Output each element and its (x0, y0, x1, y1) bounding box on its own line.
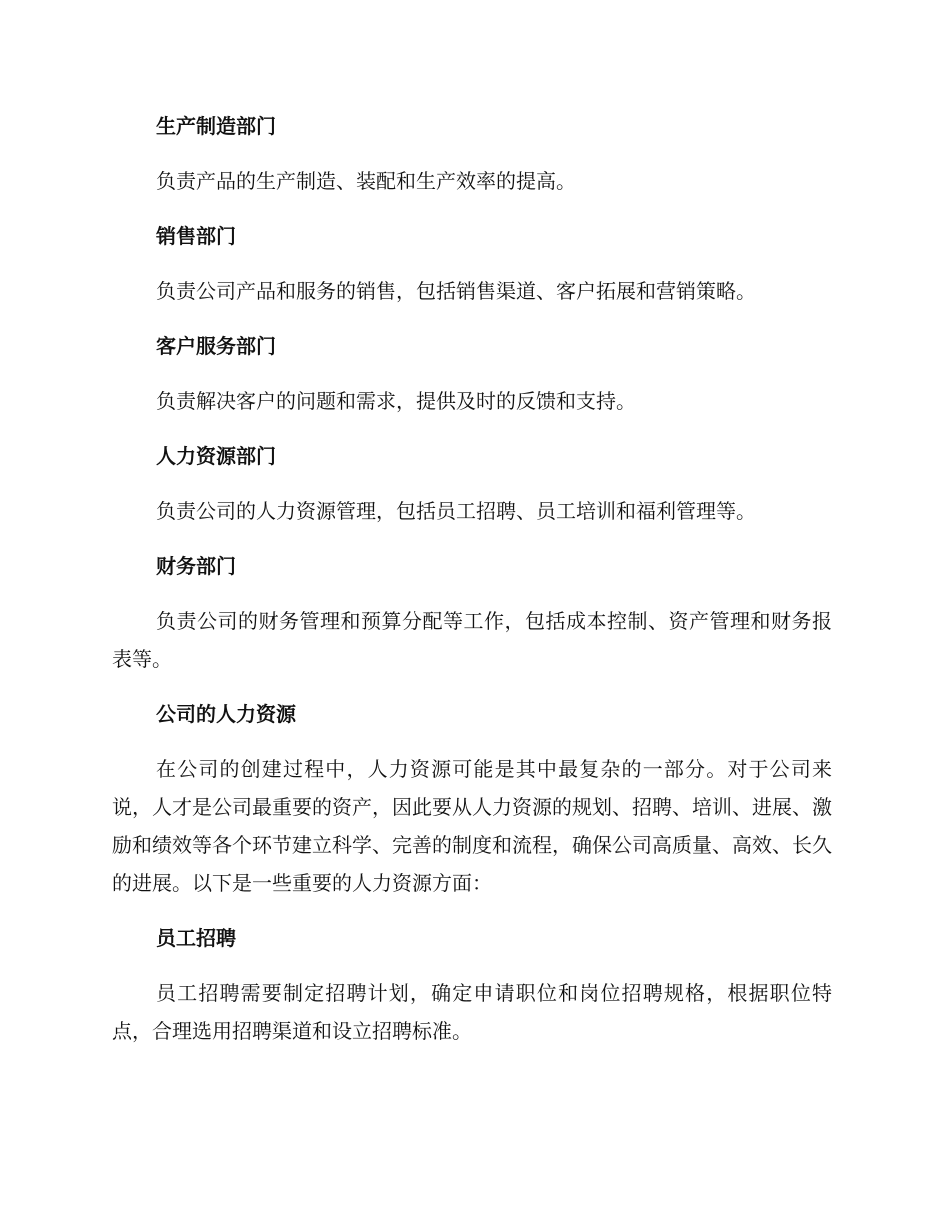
section-heading-sales: 销售部门 (156, 224, 236, 248)
section-heading-company-hr: 公司的人力资源 (156, 702, 296, 726)
section-heading-hr-department: 人力资源部门 (156, 444, 276, 468)
section-heading-production: 生产制造部门 (156, 114, 276, 138)
section-text-hr-department: 负责公司的人力资源管理，包括员工招聘、员工培训和福利管理等。 (156, 499, 756, 523)
document-page (112, 108, 832, 1068)
section-text-sales: 负责公司产品和服务的销售，包括销售渠道、客户拓展和营销策略。 (156, 279, 756, 303)
section-heading-finance: 财务部门 (156, 554, 236, 578)
section-text-finance: 负责公司的财务管理和预算分配等工作，包括成本控制、资产管理和财务报表等。 (112, 609, 832, 671)
section-text-production: 负责产品的生产制造、装配和生产效率的提高。 (156, 169, 576, 193)
section-heading-recruitment: 员工招聘 (156, 926, 236, 950)
section-heading-customer-service: 客户服务部门 (156, 334, 276, 358)
section-text-recruitment: 员工招聘需要制定招聘计划，确定申请职位和岗位招聘规格，根据职位特点，合理选用招聘渠道和设立招聘标准。 (112, 981, 832, 1043)
section-text-customer-service: 负责解决客户的问题和需求，提供及时的反馈和支持。 (156, 389, 636, 413)
section-text-company-hr: 在公司的创建过程中，人力资源可能是其中最复杂的一部分。对于公司来说，人才是公司最重要的资产，因此要从人力资源的规划、招聘、培训、进展、激励和绩效等各个环节建立科学、完善的制度和流程，确保公司高质量、高效、长久的进展。以下是一些重要的人力资源方面： (112, 757, 832, 895)
